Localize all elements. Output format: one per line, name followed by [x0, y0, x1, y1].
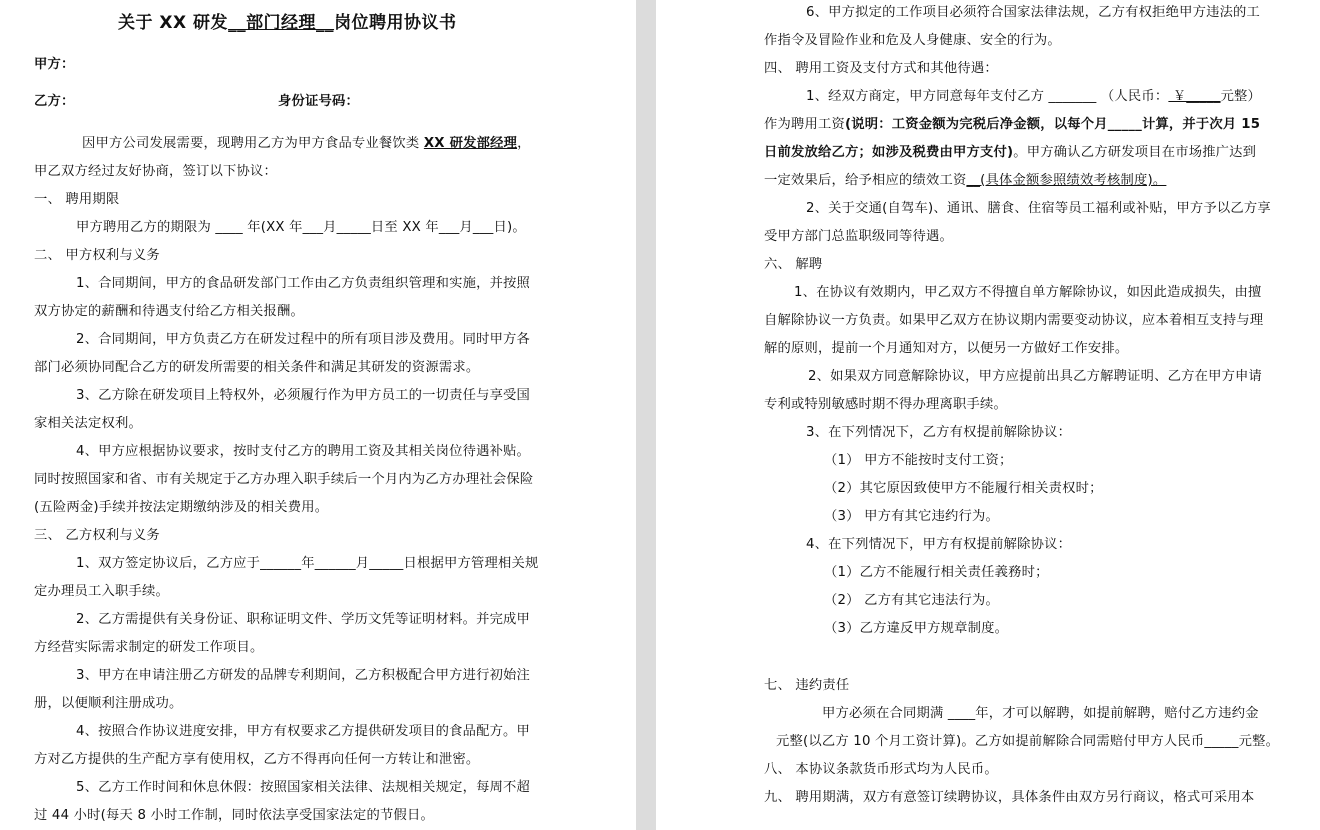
s4-p1-line1: 1、经双方商定，甲方同意每年支付乙方 _______ （人民币： ￥_____元整） [806, 89, 1262, 104]
document-title [118, 8, 457, 33]
page-gutter [636, 0, 656, 830]
s2-p1-line2: 双方协定的薪酬和待遇支付给乙方相关报酬。 [34, 304, 304, 319]
s6-p4-item-3: （3）乙方違反甲方规章制度。 [824, 621, 1009, 636]
s6-p1-line3: 解的原则，提前一个月通知对方，以便另一方做好工作安排。 [764, 341, 1129, 356]
section-3-heading: 三、 乙方权利与义务 [34, 528, 160, 543]
section-6-heading: 六、 解聘 [764, 257, 823, 272]
s6-p4-item-1: （1）乙方不能履行相关责任義務时； [824, 565, 1049, 580]
s3-p5-line2: 过 44 小时(每天 8 小时工作制，同时依法享受国家法定的节假日。 [34, 808, 434, 823]
s4-p1-line3: 日前发放给乙方；如涉及税费由甲方支付)。甲方确认乙方研发项目在市场推广达到 [764, 145, 1257, 160]
s6-p1-line1: 1、在协议有效期内，甲乙双方不得擅自单方解除协议，如因此造成损失，由擅 [794, 285, 1262, 300]
s3-p1-line2: 定办理员工入职手续。 [34, 584, 169, 599]
title-part-2: __部门经理__ [228, 13, 335, 33]
s6-p2-line2: 专利或特别敏感时期不得办理离职手续。 [764, 397, 1007, 412]
section-2-heading: 二、 甲方权利与义务 [34, 248, 160, 263]
s2-p3-line2: 家相关法定权利。 [34, 416, 142, 431]
s6-p4-item-2: （2） 乙方有其它违法行为。 [824, 593, 1000, 608]
party-a-label: 甲方： [34, 57, 75, 72]
s6-p4: 4、在下列情况下，甲方有权提前解除协议： [806, 537, 1072, 552]
s6-p3-item-1: （1） 甲方不能按时支付工资； [824, 453, 1013, 468]
s4-p1-line4: 一定效果后，给予相应的绩效工资__(具体金额参照绩效考核制度)。 [764, 173, 1167, 188]
s6-p1-line2: 自解除协议一方负责。如果甲乙双方在协议期内需要变动协议，应本着相互支持与理 [764, 313, 1264, 328]
s7-line1: 甲方必须在合同期满 ____年，才可以解聘，如提前解聘，赔付乙方违约金 [822, 706, 1259, 721]
section-1-text: 甲方聘用乙方的期限为 ____ 年(XX 年___月_____日至 XX 年___月___日)。 [76, 220, 526, 235]
section-1-heading: 一、 聘用期限 [34, 192, 120, 207]
s3-p3-line1: 3、甲方在申请注册乙方研发的品牌专利期间，乙方积极配合甲方进行初始注 [76, 668, 531, 683]
s6-p3-item-2: （2）其它原因致使甲方不能履行相关责权时； [824, 481, 1103, 496]
s3-p1-line1: 1、双方签定协议后，乙方应于______年______月_____日根据甲方管理相关规 [76, 556, 539, 571]
s2-p2-line1: 2、合同期间，甲方负责乙方在研发过程中的所有项目涉及费用。同时甲方各 [76, 332, 531, 347]
id-number-label: 身份证号码： [278, 94, 359, 109]
s6-p3-item-3: （3） 甲方有其它违约行为。 [824, 509, 1000, 524]
s3-p4-line1: 4、按照合作协议进度安排，甲方有权要求乙方提供研发项目的食品配方。甲 [76, 724, 531, 739]
intro-line-1: 因甲方公司发展需要，现聘用乙方为甲方食品专业餐饮类 XX 研发部经理， [82, 136, 531, 151]
s3-p4-line2: 方对乙方提供的生产配方享有使用权，乙方不得再向任何一方转让和泄密。 [34, 752, 480, 767]
s7-line2: 元整(以乙方 10 个月工资计算)。乙方如提前解除合同需赔付甲方人民币_____元整。 [776, 734, 1280, 749]
s2-p4-line2: 同时按照国家和省、市有关规定于乙方办理入职手续后一个月内为乙方办理社会保险 [34, 472, 534, 487]
title-part-1: 关于 XX 研发 [118, 13, 229, 33]
intro-line-2: 甲乙双方经过友好协商，签订以下协议： [34, 164, 277, 179]
s3-p6-line2: 作指令及冒险作业和危及人身健康、安全的行为。 [764, 33, 1061, 48]
s2-p3-line1: 3、乙方除在研发项目上特权外，必须履行作为甲方员工的一切责任与享受国 [76, 388, 531, 403]
s6-p2-line1: 2、如果双方同意解除协议，甲方应提前出具乙方解聘证明、乙方在甲方申请 [808, 369, 1263, 384]
s4-p2-line1: 2、关于交通(自驾车)、通讯、膳食、住宿等员工福利或补贴，甲方予以乙方享 [806, 201, 1271, 216]
s2-p4-line3: (五险两金)手续并按法定期缴纳涉及的相关费用。 [34, 500, 329, 515]
document-page-left [0, 0, 636, 830]
s3-p5-line1: 5、乙方工作时间和休息休假：按照国家相关法律、法规相关规定，每周不超 [76, 780, 531, 795]
s3-p3-line2: 册，以便顺利注册成功。 [34, 696, 183, 711]
s2-p2-line2: 部门必须协同配合乙方的研发所需要的相关条件和满足其研发的资源需求。 [34, 360, 480, 375]
section-8: 八、 本协议条款货币形式均为人民币。 [764, 762, 998, 777]
s4-p1-line2: 作为聘用工资(说明：工资金额为完税后净金额，以每个月_____计算，并于次月 15 [764, 117, 1261, 132]
s3-p2-line1: 2、乙方需提供有关身份证、职称证明文件、学历文凭等证明材料。并完成甲 [76, 612, 531, 627]
s3-p6-line1: 6、甲方拟定的工作项目必须符合国家法律法规，乙方有权拒绝甲方违法的工 [806, 5, 1261, 20]
s2-p1-line1: 1、合同期间，甲方的食品研发部门工作由乙方负责组织管理和实施，并按照 [76, 276, 531, 291]
s2-p4-line1: 4、甲方应根据协议要求，按时支付乙方的聘用工资及其相关岗位待遇补贴。 [76, 444, 531, 459]
document-page-right [656, 0, 1320, 830]
section-4-heading: 四、 聘用工资及支付方式和其他待遇： [764, 61, 998, 76]
section-7-heading: 七、 违约责任 [764, 678, 850, 693]
title-part-3: 岗位聘用协议书 [334, 13, 457, 33]
party-b-label: 乙方： [34, 94, 75, 109]
s4-p2-line2: 受甲方部门总监职级同等待遇。 [764, 229, 953, 244]
section-9: 九、 聘用期满，双方有意签订续聘协议，具体条件由双方另行商议，格式可采用本 [764, 790, 1255, 805]
s6-p3: 3、在下列情况下，乙方有权提前解除协议： [806, 425, 1072, 440]
s3-p2-line2: 方经营实际需求制定的研发工作项目。 [34, 640, 264, 655]
